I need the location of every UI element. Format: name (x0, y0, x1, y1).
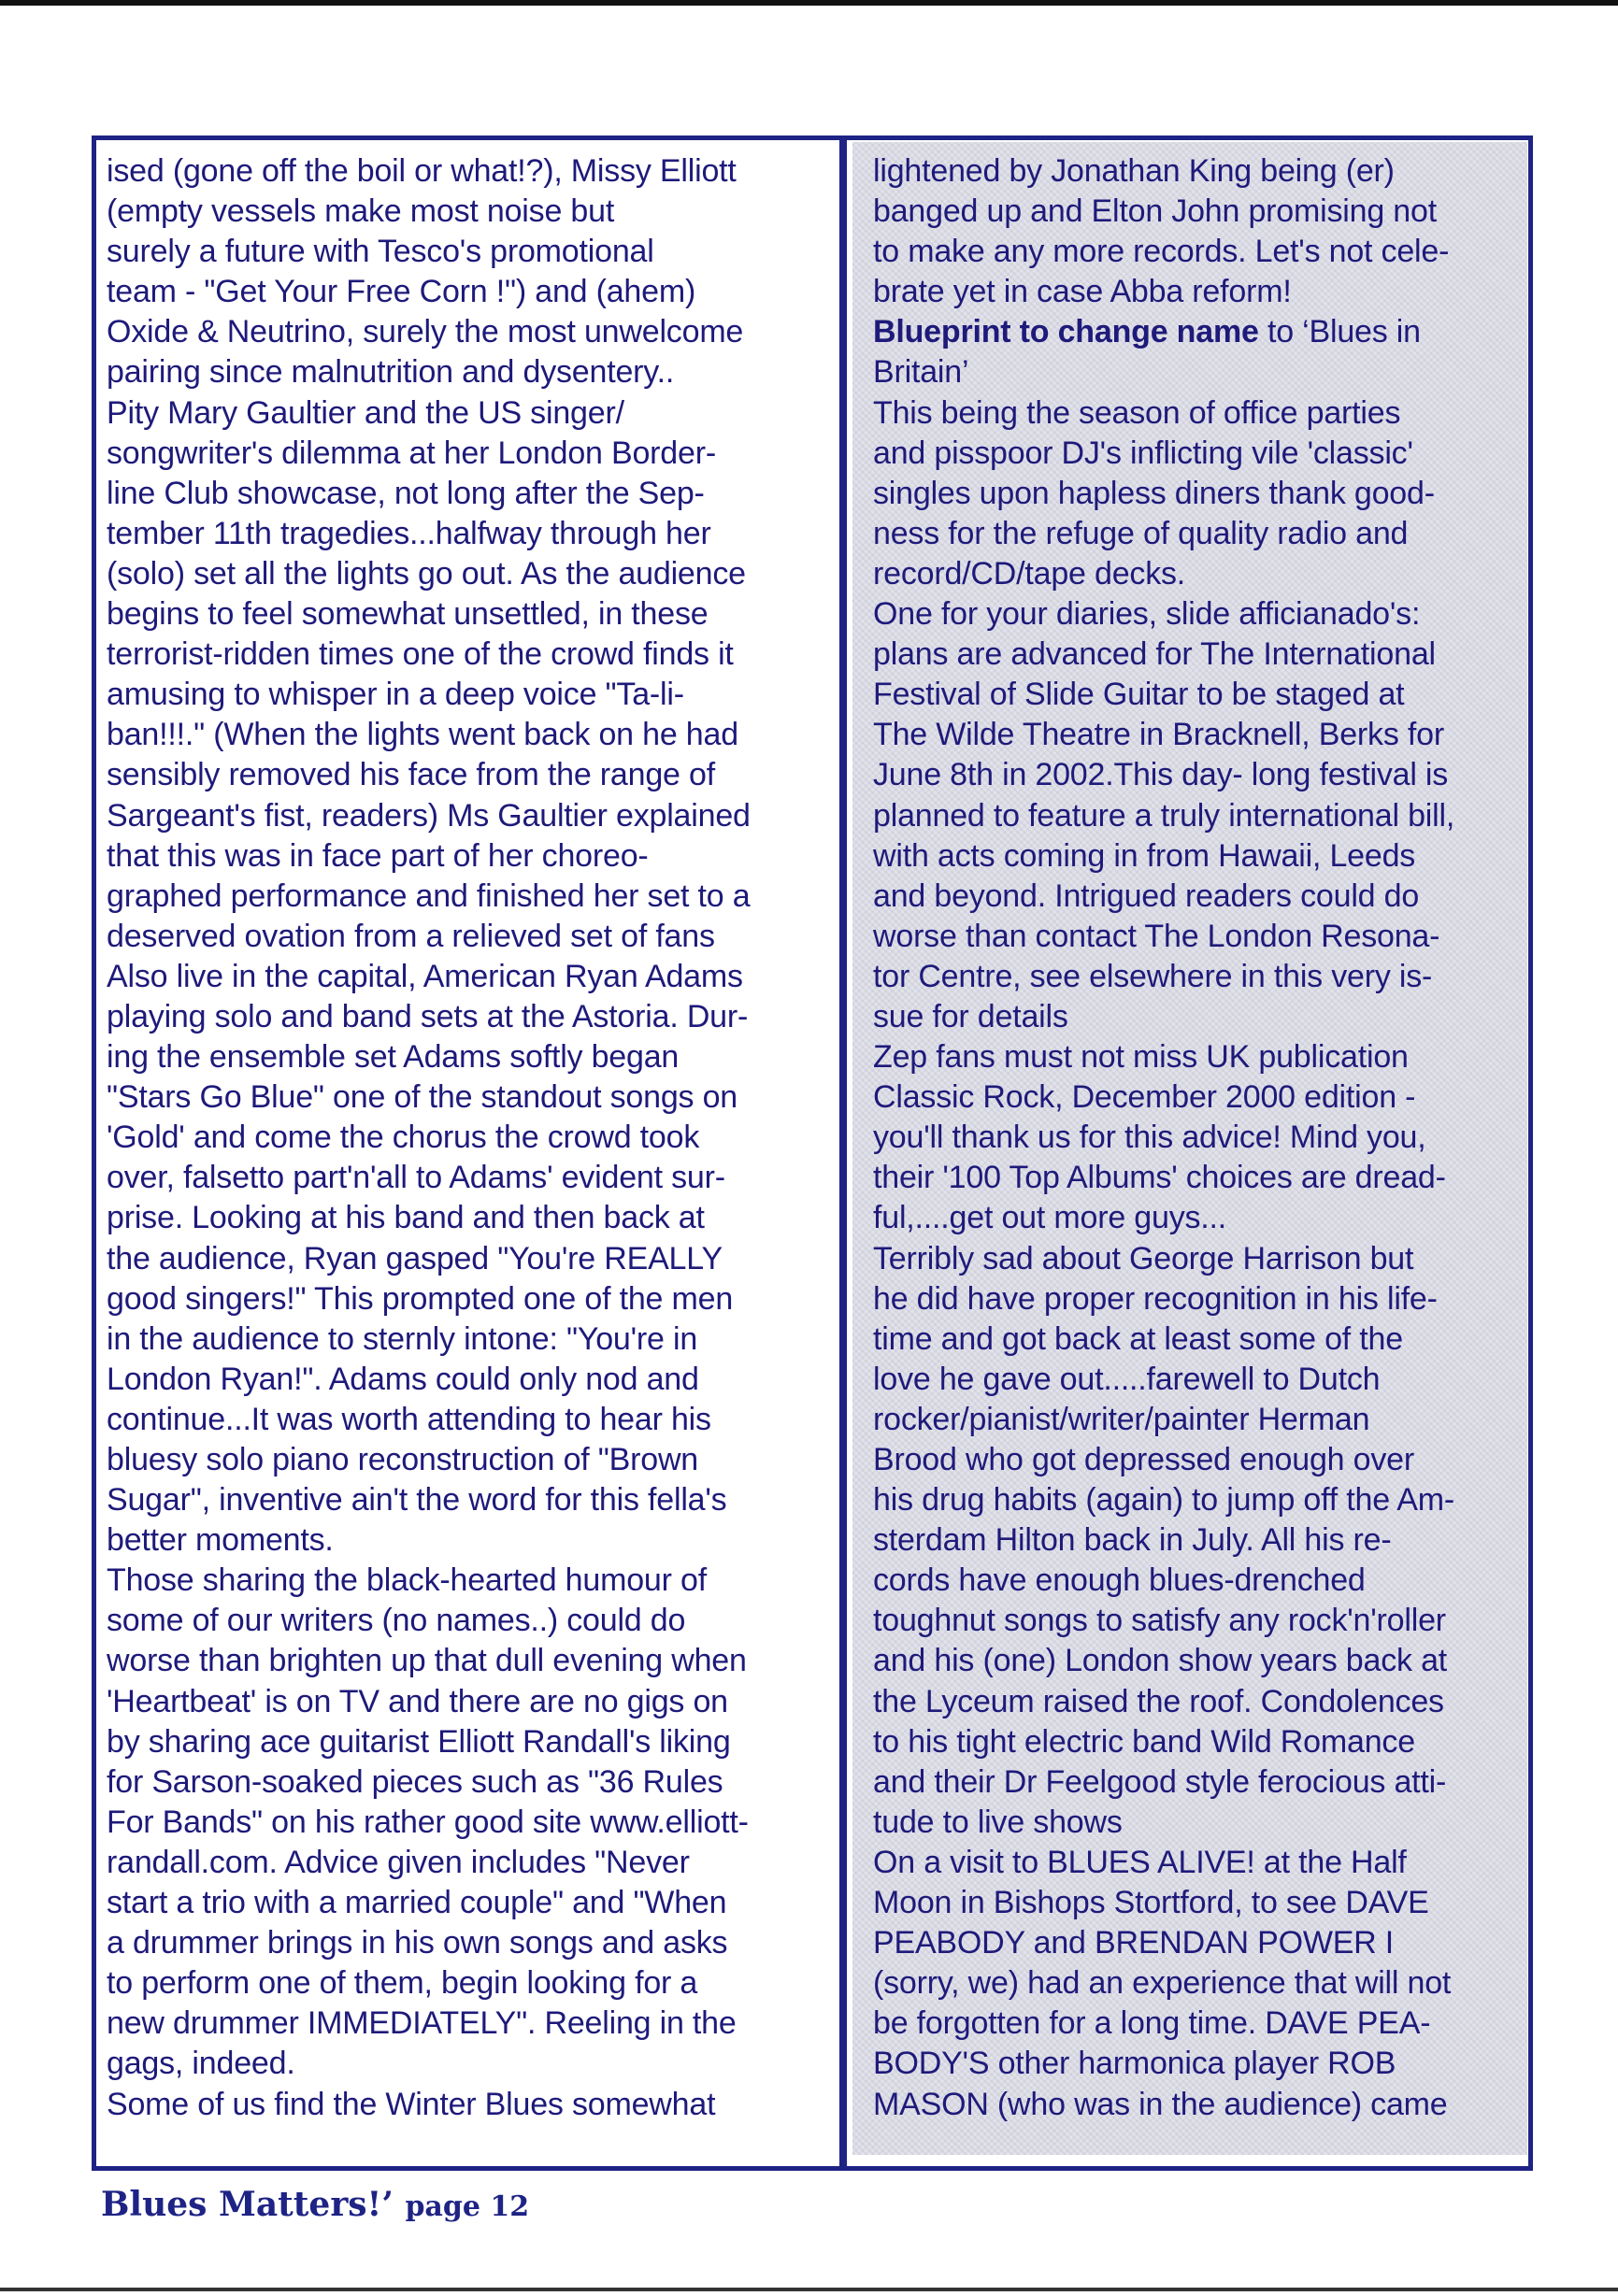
right-column-line: toughnut songs to satisfy any rock'n'roller (873, 1603, 1446, 1639)
left-column-line: worse than brighten up that dull evening when (107, 1643, 747, 1679)
right-column-line: tor Centre, see elsewhere in this very is- (873, 958, 1433, 994)
right-column-line: lightened by Jonathan King being (er) (873, 153, 1395, 189)
right-column-line: Classic Rock, December 2000 edition - (873, 1079, 1416, 1116)
left-column-line: pairing since malnutrition and dysentery.. (107, 354, 675, 391)
right-column-line: Moon in Bishops Stortford, to see DAVE (873, 1885, 1429, 1921)
right-column-line: and his (one) London show years back at (873, 1643, 1448, 1679)
right-column-line: and beyond. Intrigued readers could do (873, 877, 1420, 914)
right-column-line: rocker/pianist/writer/painter Herman (873, 1401, 1370, 1437)
left-column-line: good singers!" This prompted one of the men (107, 1280, 734, 1317)
left-column-line: team - "Get Your Free Corn !") and (ahem) (107, 274, 696, 310)
right-column-line: the Lyceum raised the roof. Condolences (873, 1683, 1444, 1719)
left-column-line: surely a future with Tesco's promotional (107, 234, 654, 270)
right-column-line: sue for details (873, 998, 1068, 1034)
left-column-line: new drummer IMMEDIATELY". Reeling in the (107, 2005, 737, 2042)
left-column-line: deserved ovation from a relieved set of fans (107, 918, 715, 954)
left-column-line: a drummer brings in his own songs and asks (107, 1925, 728, 1961)
left-column-line: songwriter's dilemma at her London Border- (107, 435, 716, 471)
right-column-line: their '100 Top Albums' choices are dread- (873, 1160, 1446, 1196)
right-column-line: One for your diaries, slide afficianado's: (873, 596, 1421, 633)
right-column-line: The Wilde Theatre in Bracknell, Berks for (873, 717, 1444, 753)
right-column-line: ful,....get out more guys... (873, 1200, 1227, 1236)
left-column-line: ban!!!." (When the lights went back on he had (107, 717, 738, 753)
left-column-line: over, falsetto part'n'all to Adams' evident sur- (107, 1160, 725, 1196)
left-column-line: to perform one of them, begin looking for a (107, 1965, 698, 2002)
left-column-line: better moments. (107, 1522, 334, 1559)
right-column-line: Zep fans must not miss UK publication (873, 1039, 1409, 1076)
headline-bold: Blueprint to change name (873, 314, 1259, 350)
right-column-line: On a visit to BLUES ALIVE! at the Half (873, 1844, 1407, 1880)
right-column (852, 142, 1527, 2155)
top-rule (0, 0, 1618, 6)
right-column-line: his drug habits (again) to jump off the Am- (873, 1482, 1454, 1519)
right-column-line: with acts coming in from Hawaii, Leeds (873, 837, 1416, 874)
right-column-line: sterdam Hilton back in July. All his re- (873, 1522, 1392, 1559)
right-column-line: love he gave out.....farewell to Dutch (873, 1361, 1381, 1397)
right-column-line: BODY'S other harmonica player ROB (873, 2046, 1396, 2082)
right-column-line: brate yet in case Abba reform! (873, 274, 1292, 310)
right-column-line: Terribly sad about George Harrison but (873, 1240, 1414, 1276)
left-column-line: (empty vessels make most noise but (107, 193, 615, 230)
right-column-line: he did have proper recognition in his life- (873, 1280, 1438, 1317)
left-column-line: ing the ensemble set Adams softly began (107, 1039, 680, 1076)
left-column-line: Oxide & Neutrino, surely the most unwelcome (107, 314, 744, 350)
left-column-line: gags, indeed. (107, 2046, 295, 2082)
headline-rest: to ‘Blues in (1258, 314, 1421, 350)
right-column-intro (873, 151, 1522, 312)
left-column-line: London Ryan!". Adams could only nod and (107, 1361, 699, 1397)
right-column-line: ness for the refuge of quality radio and (873, 515, 1409, 551)
left-column-line: Those sharing the black-hearted humour of (107, 1562, 707, 1599)
left-column-line: by sharing ace guitarist Elliott Randall's liking (107, 1723, 731, 1760)
page-footer (101, 2185, 529, 2224)
left-column-line: bluesy solo piano reconstruction of "Brown (107, 1442, 699, 1477)
right-column-line: Festival of Slide Guitar to be staged at (873, 677, 1405, 713)
right-column-line: and pisspoor DJ's inflicting vile 'classic' (873, 435, 1413, 471)
right-column-line: planned to feature a truly international bill, (873, 797, 1455, 834)
left-column-line: Sargeant's fist, readers) Ms Gaultier explained (107, 797, 751, 834)
right-column-line: banged up and Elton John promising not (873, 193, 1437, 230)
left-column-line: the audience, Ryan gasped "You're REALLY (107, 1240, 723, 1276)
left-column-line: Also live in the capital, American Ryan Adams (107, 958, 743, 994)
left-column-line: amusing to whisper in a deep voice "Ta-li- (107, 677, 684, 713)
left-column-line: continue...It was worth attending to hear his (107, 1401, 711, 1437)
right-column-line: time and got back at least some of the (873, 1320, 1403, 1357)
left-column-line: some of our writers (no names..) could do (107, 1603, 686, 1639)
bottom-rule (0, 2288, 1618, 2291)
left-column-line: start a trio with a married couple" and "When (107, 1885, 727, 1921)
left-column-line: Pity Mary Gaultier and the US singer/ (107, 394, 624, 431)
right-column-line: and their Dr Feelgood style ferocious atti- (873, 1763, 1447, 1800)
right-column-line: Brood who got depressed enough over (873, 1442, 1414, 1477)
right-column-line: record/CD/tape decks. (873, 555, 1186, 592)
left-column-line: that this was in face part of her choreo- (107, 837, 649, 874)
right-column-line: you'll thank us for this advice! Mind you, (873, 1119, 1426, 1156)
right-column-line: (sorry, we) had an experience that will not (873, 1965, 1452, 2002)
page-number: page 12 (405, 2190, 530, 2223)
left-column-line: ised (gone off the boil or what!?), Missy Elliott (107, 153, 737, 189)
left-column-line: for Sarson-soaked pieces such as "36 Rules (107, 1763, 723, 1800)
left-column-line: Sugar", inventive ain't the word for this fella's (107, 1482, 727, 1519)
right-column-line: PEABODY and BRENDAN POWER I (873, 1925, 1395, 1961)
left-column-line: 'Gold' and come the chorus the crowd took (107, 1119, 700, 1156)
left-column-line: Some of us find the Winter Blues somewhat (107, 2086, 716, 2122)
right-column-line: June 8th in 2002.This day- long festival is (873, 757, 1449, 793)
right-column-line: cords have enough blues-drenched (873, 1562, 1366, 1599)
left-column-line: tember 11th tragedies...halfway through her (107, 515, 711, 551)
left-column-line: (solo) set all the lights go out. As the audience (107, 555, 746, 592)
left-column-line: sensibly removed his face from the range of (107, 757, 715, 793)
right-column-line: be forgotten for a long time. DAVE PEA- (873, 2005, 1431, 2042)
left-column-line: in the audience to sternly intone: "You're in (107, 1320, 698, 1357)
right-column-line: MASON (who was in the audience) came (873, 2086, 1448, 2122)
right-column-line: Britain’ (873, 354, 969, 391)
left-column-line: line Club showcase, not long after the Sep- (107, 475, 705, 511)
right-column-body (873, 352, 1522, 2124)
right-column-line: to his tight electric band Wild Romance (873, 1723, 1415, 1760)
magazine-title: Blues Matters!’ (101, 2185, 394, 2224)
column-divider (839, 135, 847, 2171)
right-column-line: to make any more records. Let's not cele- (873, 234, 1450, 270)
left-column-line: graphed performance and finished her set to a (107, 877, 751, 914)
left-column-line: randall.com. Advice given includes "Never (107, 1844, 690, 1880)
left-column-line: terrorist-ridden times one of the crowd finds it (107, 636, 734, 673)
left-column-line: begins to feel somewhat unsettled, in these (107, 596, 709, 633)
right-column-line: plans are advanced for The International (873, 636, 1436, 673)
left-column-line: For Bands" on his rather good site www.elliott- (107, 1804, 749, 1840)
right-column-headline (873, 312, 1522, 352)
right-column-line: singles upon hapless diners thank good- (873, 475, 1435, 511)
right-column-line: worse than contact The London Resona- (873, 918, 1440, 954)
left-column-line: 'Heartbeat' is on TV and there are no gigs on (107, 1683, 728, 1719)
right-column-line: tude to live shows (873, 1804, 1123, 1840)
left-column-line: playing solo and band sets at the Astoria. Dur- (107, 998, 749, 1034)
left-column (107, 151, 836, 2125)
left-column-line: "Stars Go Blue" one of the standout songs on (107, 1079, 738, 1116)
left-column-line: prise. Looking at his band and then back at (107, 1200, 705, 1236)
right-column-line: This being the season of office parties (873, 394, 1401, 431)
